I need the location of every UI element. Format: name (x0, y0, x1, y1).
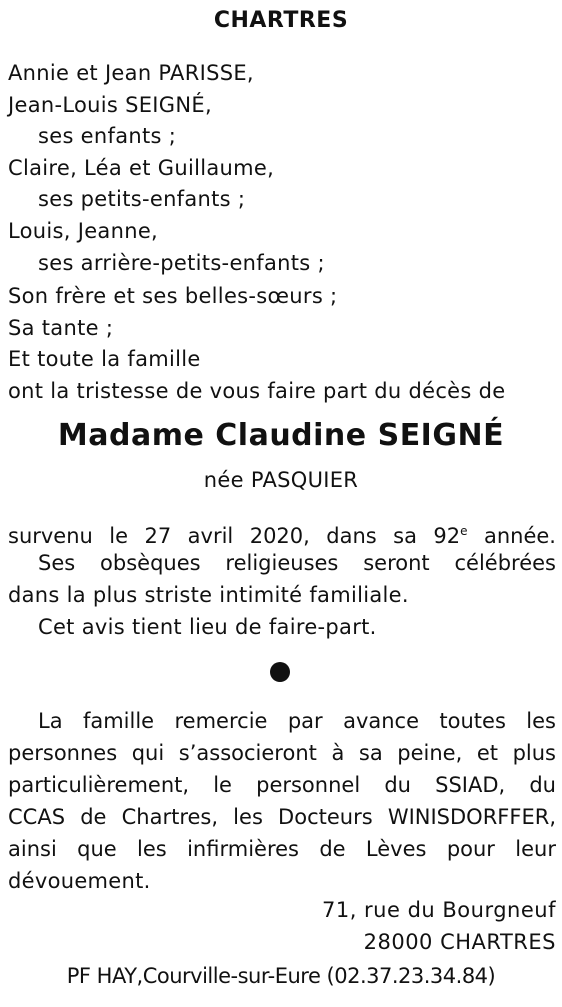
family-line: Claire, Léa et Guillaume, (8, 156, 275, 180)
birth-name: née PASQUIER (203, 468, 359, 492)
funeral-home: PF HAY,Courville-sur-Eure (02.37.23.34.84) (66, 964, 496, 988)
family-line: ses arrière-petits-enfants ; (38, 251, 325, 275)
family-line: Annie et Jean PARISSE, (8, 61, 254, 85)
family-line: ses enfants ; (38, 124, 177, 148)
thanks-line: dévouement. (8, 869, 151, 893)
bullet-separator (270, 662, 290, 682)
family-line: ont la tristesse de vous faire part du décès de (8, 379, 506, 403)
thanks-line: La famille remercie par avance toutes les (38, 709, 556, 733)
death-date-line (8, 518, 556, 549)
city-heading: CHARTRES (213, 8, 349, 33)
family-line: Sa tante ; (8, 316, 114, 340)
funeral-line: dans la plus striste intimité familiale. (8, 583, 409, 607)
address-street: 71, rue du Bourgneuf (321, 898, 556, 922)
thanks-line: personnes qui s’associeront à sa peine, et plus (8, 741, 556, 765)
family-line: Louis, Jeanne, (8, 219, 159, 243)
death-date-text: survenu le 27 avril 2020, dans sa 92 (8, 524, 461, 548)
deceased-name: Madame Claudine SEIGNÉ (57, 418, 505, 453)
notice-line: Cet avis tient lieu de faire-part. (38, 615, 377, 639)
family-line: ses petits-enfants ; (38, 187, 246, 211)
family-line: Jean-Louis SEIGNÉ, (8, 93, 212, 117)
family-line: Son frère et ses belles-sœurs ; (8, 284, 338, 308)
family-line: Et toute la famille (8, 347, 201, 371)
thanks-line: particulièrement, le personnel du SSIAD, du (8, 773, 556, 797)
address-city: 28000 CHARTRES (363, 930, 556, 954)
funeral-line: Ses obsèques religieuses seront célébrées (38, 551, 556, 575)
ordinal-suffix: e (460, 524, 468, 538)
death-date-end: année. (467, 524, 556, 548)
thanks-line: ainsi que les infirmières de Lèves pour leur (8, 837, 556, 861)
thanks-line: CCAS de Chartres, les Docteurs WINISDORFFER, (8, 805, 556, 829)
